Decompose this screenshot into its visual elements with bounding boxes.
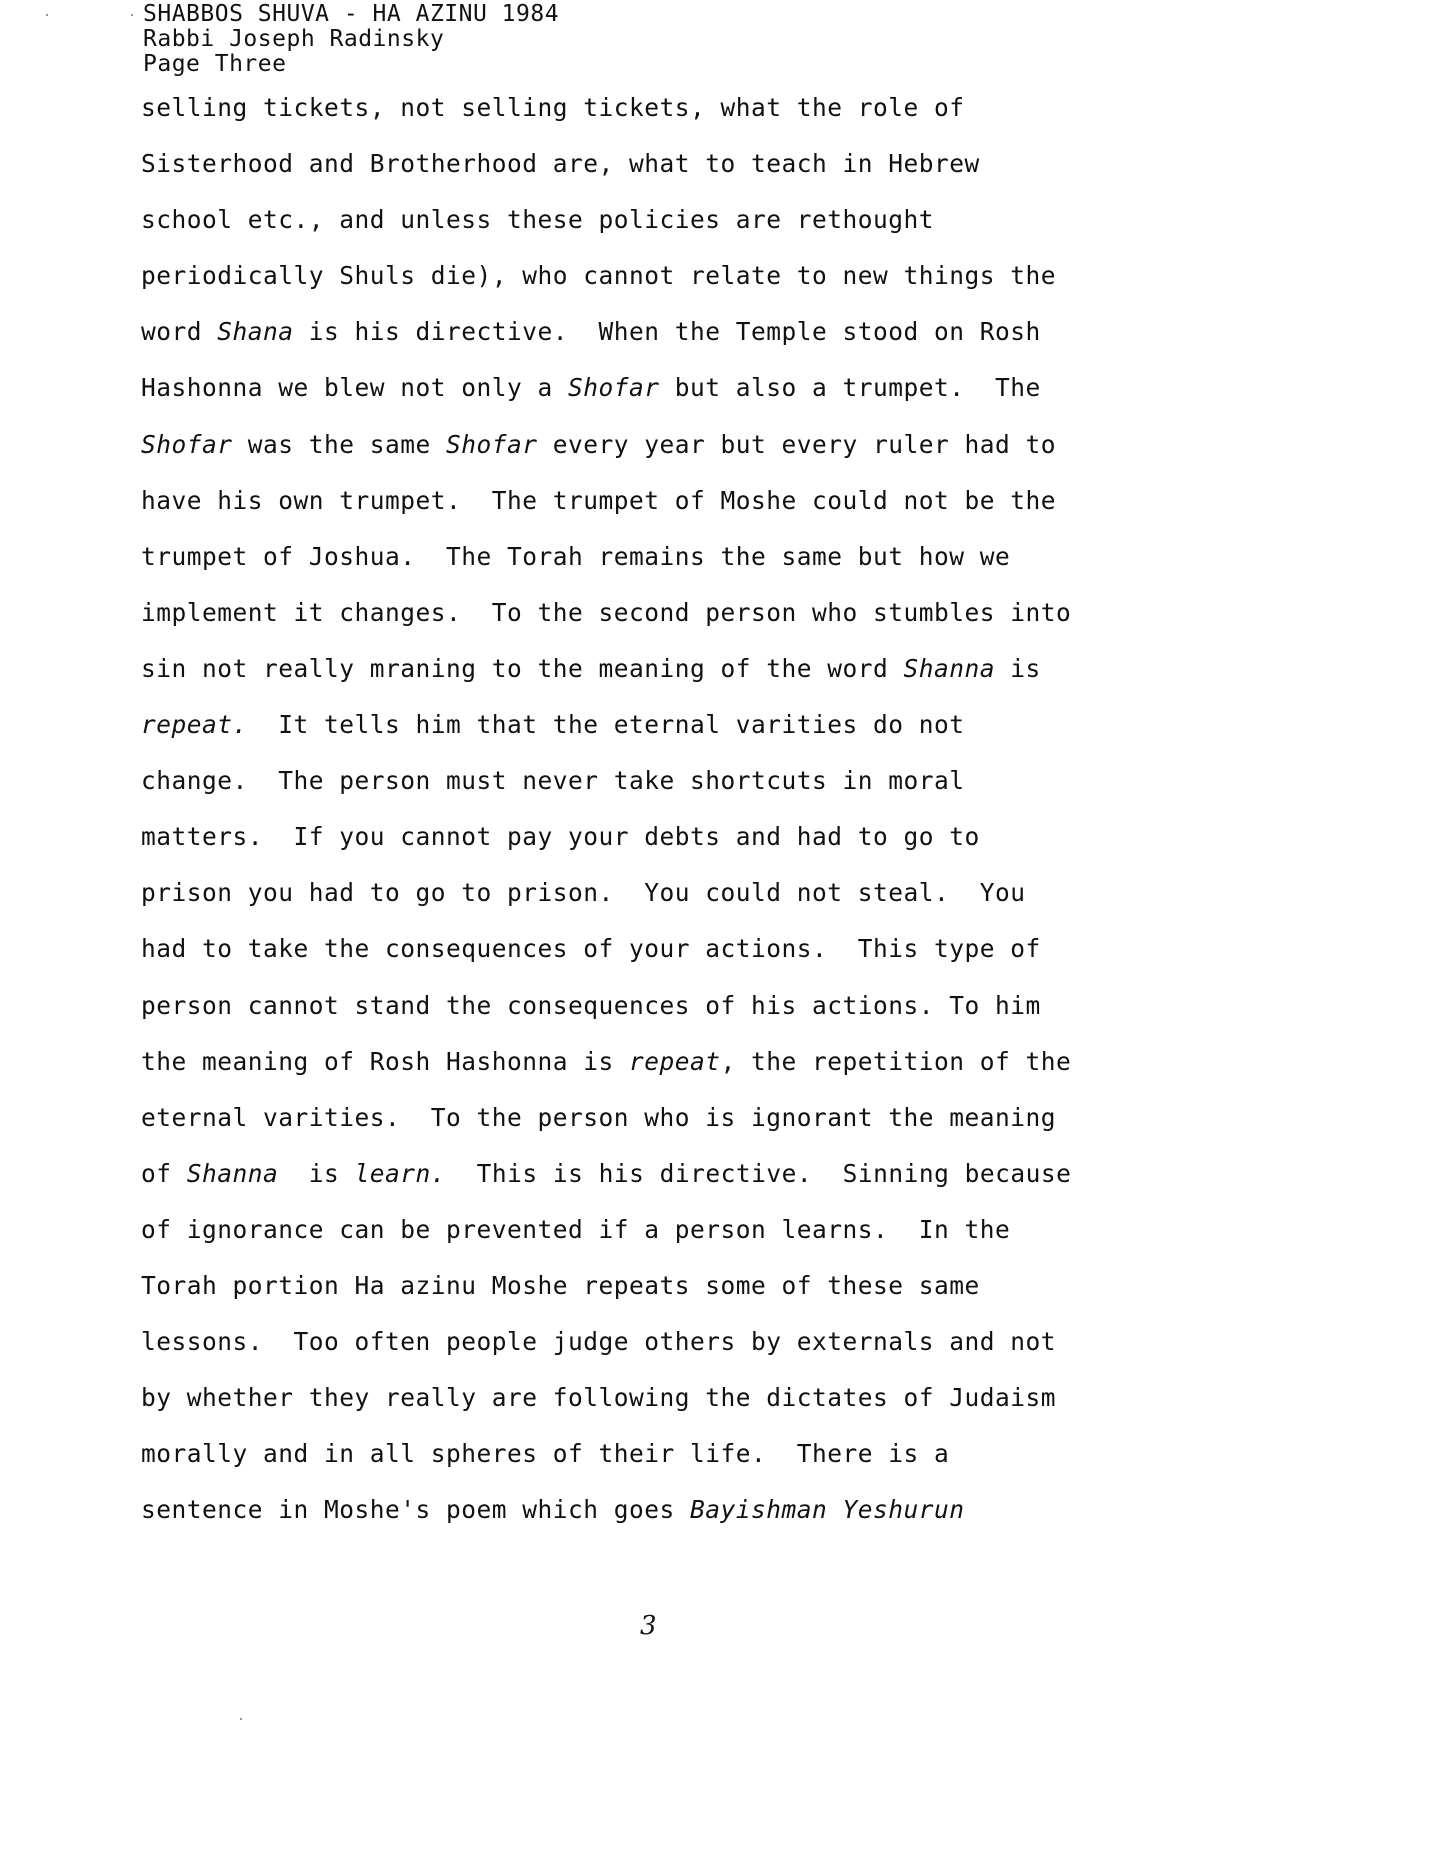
text-line	[141, 597, 1341, 656]
text-span: is	[995, 653, 1041, 683]
text-span: trumpet of Joshua. The Torah remains the same but how we	[141, 541, 1011, 571]
text-line	[141, 936, 1341, 992]
text-line	[141, 95, 1341, 151]
text-line	[141, 1497, 1341, 1553]
text-line	[141, 319, 1341, 375]
text-span: , the repetition of the	[720, 1046, 1072, 1076]
text-span: lessons. Too often people judge others by externals and not	[141, 1327, 1057, 1357]
text-line	[141, 1214, 1341, 1273]
text-span: selling tickets, not selling tickets, what the role of	[141, 93, 965, 122]
text-span: of	[141, 1158, 187, 1188]
italic-text: Shofar	[446, 429, 538, 459]
text-line	[141, 1102, 1341, 1161]
page-number: 3	[640, 1611, 657, 1641]
header-page-label: Page Three	[143, 51, 287, 77]
text-line	[141, 824, 1341, 880]
italic-text: Shanna	[903, 653, 996, 683]
text-line	[141, 1046, 1341, 1105]
text-line	[141, 429, 1341, 488]
italic-text: repeat.	[141, 710, 248, 740]
text-line	[141, 880, 1341, 936]
text-span: It tells him that the eternal varities do not	[247, 710, 965, 740]
italic-text: Shofar	[141, 429, 233, 459]
text-span: but also a trumpet. The	[659, 373, 1041, 403]
italic-text: Shofar	[568, 373, 660, 403]
text-span: had to take the consequences of your actions. This type of	[141, 934, 1041, 964]
text-span: eternal varities. To the person who is ignorant the meaning	[141, 1102, 1057, 1132]
text-span: school etc., and unless these policies are rethought	[141, 205, 935, 235]
italic-text: Shanna	[186, 1158, 279, 1188]
text-span: Hashonna we blew not only a	[141, 373, 569, 403]
italic-text: learn.	[354, 1158, 447, 1188]
text-line	[141, 1385, 1341, 1441]
text-span: every year but every ruler had to	[537, 429, 1057, 459]
text-line	[141, 990, 1341, 1049]
document-header	[143, 2, 1243, 77]
text-span: prison you had to go to prison. You could not steal. You	[141, 878, 1026, 908]
text-line	[141, 1158, 1341, 1217]
text-span: is	[278, 1158, 355, 1188]
text-line	[141, 768, 1341, 824]
scan-speck	[240, 1718, 242, 1720]
text-span: was the same	[232, 429, 447, 459]
scan-speck	[131, 14, 133, 16]
text-line	[141, 207, 1341, 263]
text-span: morally and in all spheres of their life. There is a	[141, 1439, 950, 1469]
italic-text: Shana	[217, 317, 294, 347]
text-span: word	[141, 317, 218, 347]
document-body	[141, 95, 1341, 1553]
header-title: SHABBOS SHUVA - HA AZINU 1984	[143, 1, 560, 27]
text-span: have his own trumpet. The trumpet of Moshe could not be the	[141, 485, 1057, 515]
text-span: sentence in Moshe's poem which goes	[141, 1495, 691, 1525]
text-span: sin not really mraning to the meaning of the word	[141, 653, 904, 683]
text-line	[141, 485, 1341, 544]
text-span: Sisterhood and Brotherhood are, what to teach in Hebrew	[141, 149, 980, 179]
text-span: of ignorance can be prevented if a person learns. In the	[141, 1214, 1011, 1244]
text-span: the meaning of Rosh Hashonna is	[141, 1046, 630, 1076]
text-span: person cannot stand the consequences of his actions. To him	[141, 990, 1041, 1020]
text-span: by whether they really are following the dictates of Judaism	[141, 1383, 1057, 1413]
text-span: is his directive. When the Temple stood on Rosh	[293, 317, 1041, 347]
text-span: change. The person must never take shortcuts in moral	[141, 766, 965, 796]
text-span: This is his directive. Sinning because	[446, 1158, 1072, 1188]
text-span: matters. If you cannot pay your debts and had to go to	[141, 822, 980, 852]
text-line	[141, 712, 1341, 768]
header-author: Rabbi Joseph Radinsky	[143, 26, 445, 52]
text-span: implement it changes. To the second person who stumbles into	[141, 597, 1072, 627]
italic-text: Bayishman Yeshurun	[690, 1495, 965, 1525]
italic-text: repeat	[629, 1046, 721, 1076]
text-line	[141, 375, 1341, 431]
text-line	[141, 1441, 1341, 1497]
text-span: Torah portion Ha azinu Moshe repeats some of these same	[141, 1270, 980, 1300]
text-line	[141, 1329, 1341, 1385]
text-span: periodically Shuls die), who cannot relate to new things the	[141, 261, 1057, 291]
text-line	[141, 151, 1341, 207]
text-line	[141, 263, 1341, 319]
scan-speck	[46, 14, 48, 16]
text-line	[141, 653, 1341, 712]
text-line	[141, 541, 1341, 600]
text-line	[141, 1270, 1341, 1329]
